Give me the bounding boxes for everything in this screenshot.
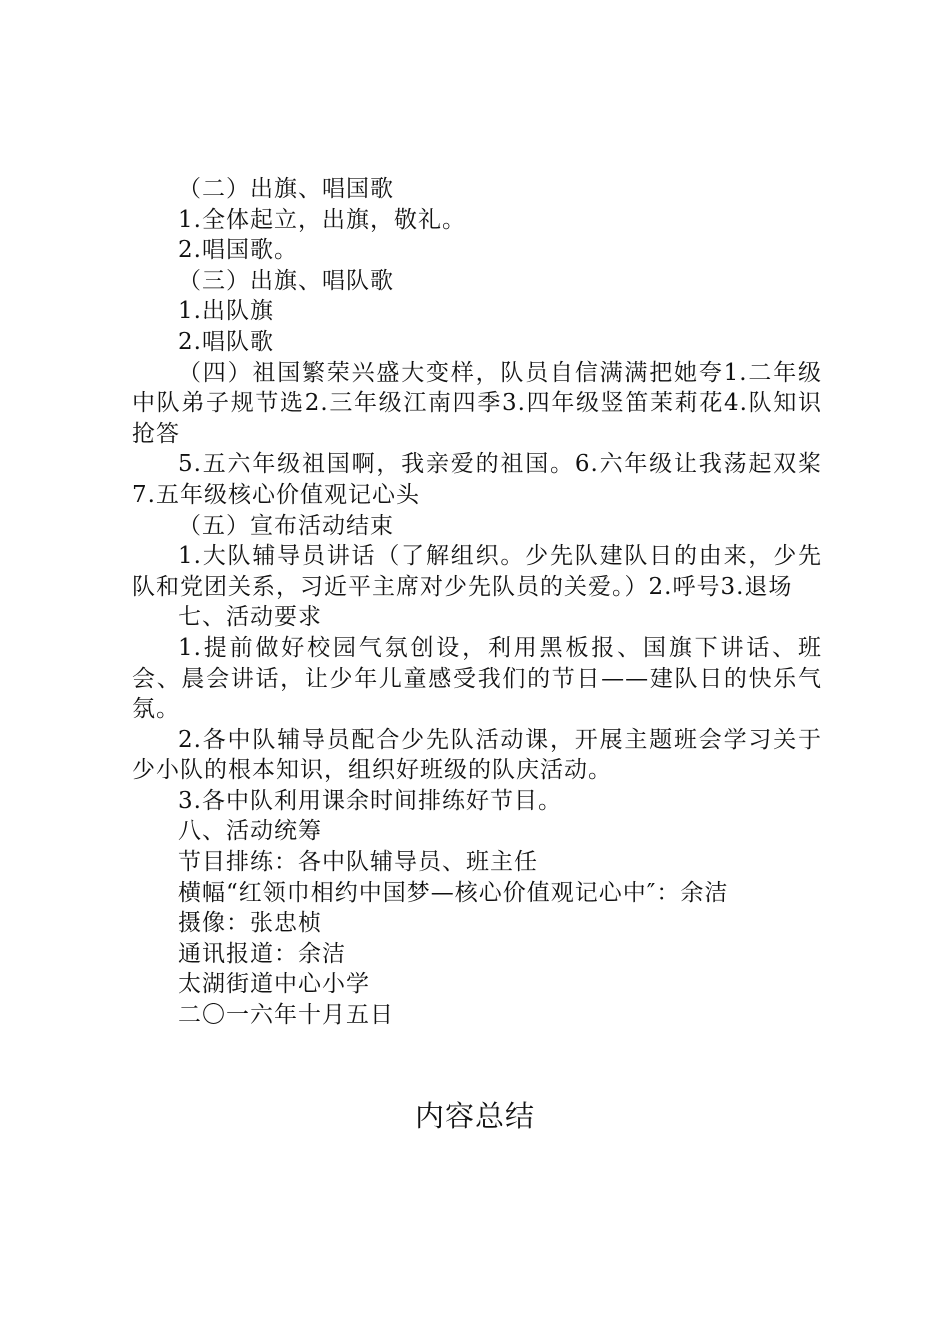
paragraph: 2.唱国歌。 (178, 237, 298, 264)
paragraph: 1.大队辅导员讲话（了解组织。少先队建队日的由来，少先队和党团关系，习近平主席对少先队员的关爱。）2.呼号3.退场 (132, 543, 822, 600)
paragraph: 七、活动要求 (178, 604, 322, 631)
paragraph: 通讯报道：余洁 (178, 940, 346, 967)
paragraph: 2.唱队歌 (178, 328, 274, 355)
paragraph: （二）出旗、唱国歌 (178, 176, 394, 202)
paragraph: 5.五六年级祖国啊，我亲爱的祖国。6.六年级让我荡起双桨7.五年级核心价值观记心头 (132, 451, 822, 508)
paragraph: 八、活动统筹 (178, 818, 322, 845)
paragraph: 1.提前做好校园气氛创设，利用黑板报、国旗下讲话、班会、晨会讲话，让少年儿童感受我们的节日——建队日的快乐气氛。 (132, 634, 822, 723)
paragraph: （四）祖国繁荣兴盛大变样，队员自信满满把她夸1.二年级中队弟子规节选2.三年级江南四季3.四年级竖笛茉莉花4.队知识抢答 (132, 359, 822, 447)
paragraph: （五）宣布活动结束 (178, 512, 394, 539)
paragraph: 太湖街道中心小学 (178, 971, 370, 998)
paragraph: 横幅“红领巾相约中国梦—核心价值观记心中″：余洁 (178, 879, 729, 906)
paragraph: 1.出队旗 (178, 298, 274, 325)
paragraph: 2.各中队辅导员配合少先队活动课，开展主题班会学习关于少小队的根本知识，组织好班级的队庆活动。 (132, 726, 822, 784)
summary-title: 内容总结 (414, 1099, 535, 1133)
paragraph: （三）出旗、唱队歌 (178, 267, 394, 294)
paragraph: 1.全体起立，出旗，敬礼。 (178, 206, 466, 233)
paragraph: 摄像：张忠桢 (178, 910, 322, 937)
paragraph: 3.各中队利用课余时间排练好节目。 (178, 787, 562, 814)
paragraph: 二〇一六年十月五日 (178, 1002, 394, 1029)
paragraph: 节目排练：各中队辅导员、班主任 (178, 849, 538, 876)
document-body (132, 174, 822, 1031)
